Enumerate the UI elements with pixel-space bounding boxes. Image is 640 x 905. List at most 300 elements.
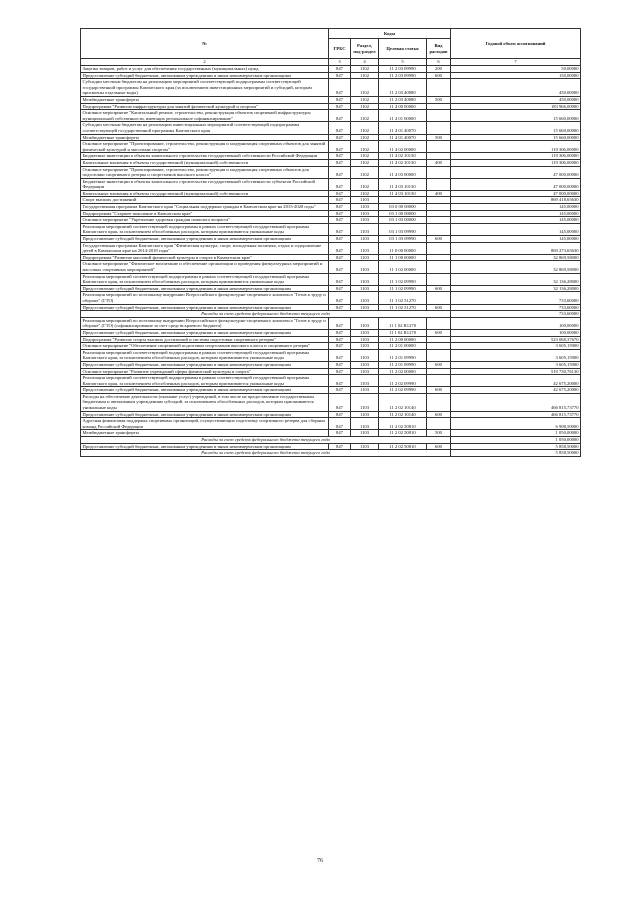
target-article-cell: 11 2 02 09990 bbox=[379, 387, 427, 394]
razdel-cell: 1102 bbox=[351, 72, 379, 79]
expense-type-cell bbox=[427, 204, 451, 211]
expense-name-cell: Предоставление субсидий бюджетным, автономным учреждениям и иным некоммерческим организациям bbox=[81, 285, 329, 292]
grbs-cell: 847 bbox=[329, 393, 351, 411]
expense-type-cell: 600 bbox=[427, 285, 451, 292]
amount-cell: 450,00000 bbox=[451, 79, 581, 97]
header-index-5: 5 bbox=[379, 59, 427, 66]
target-article-cell: 11 4 02 00000 bbox=[379, 141, 427, 153]
amount-cell: 3 605,15900 bbox=[451, 361, 581, 368]
grbs-cell: 847 bbox=[329, 343, 351, 350]
target-article-cell: 11 2 01 09990 bbox=[379, 361, 427, 368]
target-article-cell: 11 4 00 00000 bbox=[379, 103, 427, 110]
header-index-3: 3 bbox=[329, 59, 351, 66]
grbs-cell: 847 bbox=[329, 79, 351, 97]
grbs-cell: 847 bbox=[329, 96, 351, 103]
expense-name-cell: Основное мероприятие "Капитальный ремонт, строительство, реконструкция объектов спортивной инфраструктуры муниципальной собственности, имеющих региональное софинансирование" bbox=[81, 110, 329, 122]
target-article-cell: 11 2 02 09990 bbox=[379, 375, 427, 387]
expense-name-cell: Предоставление субсидий бюджетным, автономным учреждениям и иным некоммерческим организациям bbox=[81, 387, 329, 394]
grbs-cell: 847 bbox=[329, 375, 351, 387]
grbs-cell: 847 bbox=[329, 66, 351, 73]
expense-type-cell: 600 bbox=[427, 236, 451, 243]
expense-type-cell bbox=[427, 273, 451, 285]
amount-cell: 15 660,00000 bbox=[451, 134, 581, 141]
expense-type-cell: 600 bbox=[427, 361, 451, 368]
expense-name-cell: Основное мероприятие "Обеспечение спортивной подготовки спортсменов высокого класса и спортивного резерва" bbox=[81, 343, 329, 350]
expense-name-cell: Адресная финансовая поддержка спортивных организаций, осуществляющих подготовку спортивного резерва для сборных команд Российской Федерации bbox=[81, 418, 329, 430]
table-body bbox=[81, 66, 581, 457]
amount-cell: 50,00000 bbox=[451, 66, 581, 73]
grbs-cell: 847 bbox=[329, 317, 351, 329]
expense-name-cell: Государственная программа Камчатского края "Социальная поддержка граждан в Камчатском крае на 2015-2020 годы" bbox=[81, 204, 329, 211]
federal-funds-note: Расходы за счет средств федерального бюджета текущего года bbox=[81, 311, 451, 318]
target-article-cell bbox=[379, 197, 427, 204]
amount-cell: 733,60000 bbox=[451, 311, 581, 318]
target-article-cell: 11 1 02 R1270 bbox=[379, 317, 427, 329]
table-row bbox=[81, 178, 581, 190]
amount-cell: 15 660,00000 bbox=[451, 110, 581, 122]
table-row bbox=[81, 223, 581, 235]
grbs-cell: 847 bbox=[329, 103, 351, 110]
expense-name-cell: Предоставление субсидий бюджетным, автономным учреждениям и иным некоммерческим организациям bbox=[81, 329, 329, 336]
amount-cell: 466 815,73770 bbox=[451, 393, 581, 411]
amount-cell: 869 418,65630 bbox=[451, 197, 581, 204]
amount-cell: 519 730,76130 bbox=[451, 368, 581, 375]
expense-name-cell: Расходы на обеспечение деятельности (оказание услуг) учреждений, в том числе на предоставление государственным бюджетным и автономным учреждениям субсидий, за исключением обособленных расходов, которым присваиваются уникальные коды bbox=[81, 393, 329, 411]
table-row bbox=[81, 375, 581, 387]
expense-type-cell: 500 bbox=[427, 96, 451, 103]
razdel-cell: 1103 bbox=[351, 292, 379, 304]
expense-type-cell bbox=[427, 141, 451, 153]
table-row bbox=[81, 79, 581, 97]
table-row bbox=[81, 242, 581, 254]
amount-cell: 47 000,00000 bbox=[451, 178, 581, 190]
amount-cell: 1 050,00000 bbox=[451, 430, 581, 437]
grbs-cell: 847 bbox=[329, 242, 351, 254]
expense-type-cell bbox=[427, 153, 451, 160]
target-article-cell: 03 1 00 00000 bbox=[379, 210, 427, 217]
target-article-cell: 11 1 02 51270 bbox=[379, 304, 427, 311]
grbs-cell: 847 bbox=[329, 153, 351, 160]
razdel-cell: 1103 bbox=[351, 430, 379, 437]
expense-type-cell: 600 bbox=[427, 72, 451, 79]
expense-name-cell: Подпрограмма "Развитие инфраструктуры для занятий физической культурой и спортом" bbox=[81, 103, 329, 110]
table-row bbox=[81, 430, 581, 437]
expense-type-cell: 500 bbox=[427, 430, 451, 437]
amount-cell: 3 605,15900 bbox=[451, 343, 581, 350]
grbs-cell: 847 bbox=[329, 261, 351, 273]
header-codes-group: Коды bbox=[329, 29, 451, 39]
razdel-cell: 1103 bbox=[351, 387, 379, 394]
grbs-cell: 847 bbox=[329, 430, 351, 437]
amount-cell: 1 050,00000 bbox=[451, 437, 581, 444]
amount-cell: 100,00000 bbox=[451, 317, 581, 329]
expense-type-cell bbox=[427, 217, 451, 224]
razdel-cell: 1103 bbox=[351, 375, 379, 387]
header-index-6: 6 bbox=[427, 59, 451, 66]
grbs-cell: 847 bbox=[329, 134, 351, 141]
table-row bbox=[81, 349, 581, 361]
target-article-cell: 03 1 03 09990 bbox=[379, 223, 427, 235]
table-row bbox=[81, 285, 581, 292]
razdel-cell: 1102 bbox=[351, 190, 379, 197]
amount-cell: 145,00000 bbox=[451, 223, 581, 235]
expense-type-cell bbox=[427, 261, 451, 273]
razdel-cell: 1102 bbox=[351, 134, 379, 141]
razdel-cell: 1103 bbox=[351, 361, 379, 368]
razdel-cell: 1102 bbox=[351, 79, 379, 97]
expense-name-cell: Подпрограмма "Старшее поколение в Камчатском крае" bbox=[81, 210, 329, 217]
amount-cell: 145,00000 bbox=[451, 210, 581, 217]
grbs-cell: 847 bbox=[329, 110, 351, 122]
grbs-cell: 847 bbox=[329, 387, 351, 394]
expense-type-cell bbox=[427, 122, 451, 134]
amount-cell: 119 306,00000 bbox=[451, 159, 581, 166]
razdel-cell: 1102 bbox=[351, 153, 379, 160]
amount-cell: 6 908,50000 bbox=[451, 418, 581, 430]
expense-name-cell: Реализация мероприятий по поэтапному внедрению Всероссийского физкультурно-спортивного комплекса "Готов к труду и обороне" (ГТО) (софинансирование за счет средств краевого бюджета) bbox=[81, 317, 329, 329]
amount-cell: 450,00000 bbox=[451, 96, 581, 103]
grbs-cell: 847 bbox=[329, 178, 351, 190]
expense-name-cell: Межбюджетные трансферты bbox=[81, 430, 329, 437]
table-row bbox=[81, 317, 581, 329]
amount-cell: 119 306,00000 bbox=[451, 141, 581, 153]
target-article-cell: 11 4 03 10130 bbox=[379, 178, 427, 190]
expense-name-cell: Бюджетные инвестиции в объекты капитального строительства государственной собственности субъектов Российской Федерации bbox=[81, 178, 329, 190]
expense-type-cell bbox=[427, 166, 451, 178]
header-annual-volume: Годовой объем ассигнований bbox=[451, 29, 581, 59]
expense-name-cell: Реализация мероприятий соответствующей подпрограммы в рамках соответствующей государственной программы Камчатского края, за исключением обособленных расходов, которым присваиваются уникальные коды bbox=[81, 375, 329, 387]
expense-type-cell bbox=[427, 343, 451, 350]
amount-cell: 32 136,28000 bbox=[451, 273, 581, 285]
expense-name-cell: Субсидии местным бюджетам на реализацию мероприятий соответствующей подпрограммы соответствующей государственной программы Камчатского края (за исключением инвестиционных мероприятий и субсидий, которым присвоены отдельные коды) bbox=[81, 79, 329, 97]
expense-type-cell: 600 bbox=[427, 304, 451, 311]
razdel-cell: 1103 bbox=[351, 254, 379, 261]
table-row bbox=[81, 418, 581, 430]
target-article-cell: 11 4 03 10130 bbox=[379, 190, 427, 197]
grbs-cell: 847 bbox=[329, 336, 351, 343]
amount-cell: 733,60000 bbox=[451, 292, 581, 304]
expense-type-cell bbox=[427, 336, 451, 343]
razdel-cell: 1103 bbox=[351, 261, 379, 273]
razdel-cell: 1103 bbox=[351, 418, 379, 430]
grbs-cell: 847 bbox=[329, 411, 351, 418]
expense-type-cell bbox=[427, 197, 451, 204]
grbs-cell: 847 bbox=[329, 304, 351, 311]
table-row bbox=[81, 210, 581, 217]
expense-type-cell bbox=[427, 254, 451, 261]
table-row bbox=[81, 103, 581, 110]
razdel-cell: 1103 bbox=[351, 210, 379, 217]
target-article-cell: 11 2 02 10140 bbox=[379, 411, 427, 418]
header-razdel: Раздел, под-раздел bbox=[351, 39, 379, 59]
expense-type-cell bbox=[427, 292, 451, 304]
table-row bbox=[81, 236, 581, 243]
grbs-cell: 847 bbox=[329, 361, 351, 368]
amount-cell: 523 068,37670 bbox=[451, 336, 581, 343]
amount-cell: 32 136,28000 bbox=[451, 285, 581, 292]
grbs-cell: 847 bbox=[329, 329, 351, 336]
amount-cell: 183 966,00000 bbox=[451, 103, 581, 110]
table-row bbox=[81, 141, 581, 153]
grbs-cell: 847 bbox=[329, 166, 351, 178]
grbs-cell: 847 bbox=[329, 204, 351, 211]
expense-type-cell: 600 bbox=[427, 329, 451, 336]
table-row bbox=[81, 368, 581, 375]
razdel-cell: 1103 bbox=[351, 368, 379, 375]
table-row bbox=[81, 96, 581, 103]
target-article-cell: 11 2 03 40080 bbox=[379, 96, 427, 103]
expense-name-cell: Капитальные вложения в объекты государственной (муниципальной) собственности bbox=[81, 190, 329, 197]
razdel-cell: 1103 bbox=[351, 336, 379, 343]
expense-type-cell bbox=[427, 210, 451, 217]
table-row bbox=[81, 273, 581, 285]
razdel-cell: 1103 bbox=[351, 343, 379, 350]
expense-name-cell: Подпрограмма "Развитие массовой физической культуры и спорта в Камчатском крае" bbox=[81, 254, 329, 261]
target-article-cell: 11 1 02 09990 bbox=[379, 273, 427, 285]
razdel-cell: 1102 bbox=[351, 110, 379, 122]
amount-cell: 150,00000 bbox=[451, 72, 581, 79]
razdel-cell: 1103 bbox=[351, 242, 379, 254]
amount-cell: 145,00000 bbox=[451, 236, 581, 243]
amount-cell: 5 858,50000 bbox=[451, 450, 581, 457]
amount-cell: 119 306,00000 bbox=[451, 153, 581, 160]
razdel-cell: 1102 bbox=[351, 159, 379, 166]
document-page bbox=[80, 28, 580, 457]
razdel-cell: 1102 bbox=[351, 103, 379, 110]
razdel-cell: 1103 bbox=[351, 236, 379, 243]
grbs-cell: 847 bbox=[329, 236, 351, 243]
expense-type-cell: 600 bbox=[427, 411, 451, 418]
razdel-cell: 1103 bbox=[351, 204, 379, 211]
header-index-7: 7 bbox=[451, 59, 581, 66]
expense-name-cell: Основное мероприятие "Укрепление здоровья граждан пожилого возраста" bbox=[81, 217, 329, 224]
expense-name-cell: Реализация мероприятий соответствующей подпрограммы в рамках соответствующей государственной программы Камчатского края, за исключением обособленных расходов, которым присваиваются уникальные коды bbox=[81, 273, 329, 285]
amount-cell: 3 605,15900 bbox=[451, 349, 581, 361]
amount-cell: 5 858,50000 bbox=[451, 443, 581, 450]
target-article-cell: 03 0 00 00000 bbox=[379, 204, 427, 211]
target-article-cell: 11 1 02 51270 bbox=[379, 292, 427, 304]
expense-type-cell: 500 bbox=[427, 134, 451, 141]
expense-name-cell: Предоставление субсидий бюджетным, автономным учреждениям и иным некоммерческим организациям bbox=[81, 236, 329, 243]
target-article-cell: 11 1 02 R1270 bbox=[379, 329, 427, 336]
table-row bbox=[81, 329, 581, 336]
grbs-cell: 847 bbox=[329, 285, 351, 292]
razdel-cell: 1103 bbox=[351, 411, 379, 418]
federal-funds-note-row bbox=[81, 450, 581, 457]
target-article-cell: 11 1 02 00000 bbox=[379, 261, 427, 273]
table-row bbox=[81, 343, 581, 350]
razdel-cell: 1103 bbox=[351, 349, 379, 361]
budget-table bbox=[80, 28, 581, 457]
target-article-cell: 11 4 01 40070 bbox=[379, 122, 427, 134]
grbs-cell: 847 bbox=[329, 122, 351, 134]
grbs-cell: 847 bbox=[329, 418, 351, 430]
target-article-cell: 11 4 01 40070 bbox=[379, 134, 427, 141]
target-article-cell: 11 2 00 00000 bbox=[379, 336, 427, 343]
expense-type-cell bbox=[427, 79, 451, 97]
table-row bbox=[81, 254, 581, 261]
razdel-cell: 1103 bbox=[351, 317, 379, 329]
table-row bbox=[81, 110, 581, 122]
razdel-cell: 1102 bbox=[351, 141, 379, 153]
amount-cell: 32 869,58000 bbox=[451, 254, 581, 261]
target-article-cell: 11 1 00 00000 bbox=[379, 254, 427, 261]
header-index-4: 4 bbox=[351, 59, 379, 66]
grbs-cell: 847 bbox=[329, 197, 351, 204]
target-article-cell: 11 2 02 10140 bbox=[379, 393, 427, 411]
target-article-cell: 11 2 01 09990 bbox=[379, 349, 427, 361]
target-article-cell: 11 2 02 50810 bbox=[379, 443, 427, 450]
expense-name-cell: Предоставление субсидий бюджетным, автономным учреждениям и иным некоммерческим организациям bbox=[81, 72, 329, 79]
target-article-cell: 11 2 02 50810 bbox=[379, 418, 427, 430]
grbs-cell: 847 bbox=[329, 368, 351, 375]
table-row bbox=[81, 261, 581, 273]
razdel-cell: 1102 bbox=[351, 96, 379, 103]
header-index-1: 2 bbox=[81, 59, 329, 66]
expense-name-cell: Межбюджетные трансферты bbox=[81, 134, 329, 141]
grbs-cell: 847 bbox=[329, 141, 351, 153]
table-row bbox=[81, 217, 581, 224]
target-article-cell: 03 1 03 00000 bbox=[379, 217, 427, 224]
razdel-cell: 1103 bbox=[351, 285, 379, 292]
razdel-cell: 1103 bbox=[351, 393, 379, 411]
grbs-cell: 847 bbox=[329, 273, 351, 285]
table-row bbox=[81, 122, 581, 134]
table-row bbox=[81, 292, 581, 304]
target-article-cell: 11 2 02 50810 bbox=[379, 430, 427, 437]
table-row bbox=[81, 361, 581, 368]
table-row bbox=[81, 411, 581, 418]
expense-name-cell: Реализация мероприятий соответствующей подпрограммы в рамках соответствующей государственной программы Камчатского края, за исключением обособленных расходов, которым присваиваются уникальные коды bbox=[81, 349, 329, 361]
amount-cell: 100,00000 bbox=[451, 329, 581, 336]
expense-type-cell bbox=[427, 223, 451, 235]
expense-name-cell: Подпрограмма "Развитие спорта высших достижений и системы подготовки спортивного резерва" bbox=[81, 336, 329, 343]
razdel-cell: 1103 bbox=[351, 217, 379, 224]
expense-name-cell: Спорт высших достижений bbox=[81, 197, 329, 204]
amount-cell: 733,60000 bbox=[451, 304, 581, 311]
expense-name-cell: Бюджетные инвестиции в объекты капитального строительства государственной собственности Российской Федерации bbox=[81, 153, 329, 160]
amount-cell: 32 869,58000 bbox=[451, 261, 581, 273]
grbs-cell: 847 bbox=[329, 349, 351, 361]
amount-cell: 42 675,20000 bbox=[451, 375, 581, 387]
expense-name-cell: Предоставление субсидий бюджетным, автономным учреждениям и иным некоммерческим организациям bbox=[81, 304, 329, 311]
page-number: 76 bbox=[317, 858, 323, 864]
amount-cell: 15 660,00000 bbox=[451, 122, 581, 134]
expense-type-cell: 400 bbox=[427, 190, 451, 197]
expense-type-cell bbox=[427, 375, 451, 387]
header-target: Целевая статья bbox=[379, 39, 427, 59]
federal-funds-note: Расходы за счет средств федерального бюджета текущего года bbox=[81, 450, 451, 457]
razdel-cell: 1103 bbox=[351, 223, 379, 235]
expense-name-cell: Межбюджетные трансферты bbox=[81, 96, 329, 103]
table-row bbox=[81, 190, 581, 197]
target-article-cell: 11 4 02 10130 bbox=[379, 153, 427, 160]
grbs-cell: 847 bbox=[329, 217, 351, 224]
header-number: № bbox=[81, 29, 329, 59]
target-article-cell: 11 4 03 00000 bbox=[379, 166, 427, 178]
amount-cell: 145,00000 bbox=[451, 217, 581, 224]
expense-name-cell: Предоставление субсидий бюджетным, автономным учреждениям и иным некоммерческим организациям bbox=[81, 361, 329, 368]
grbs-cell: 847 bbox=[329, 292, 351, 304]
expense-type-cell bbox=[427, 418, 451, 430]
grbs-cell: 847 bbox=[329, 72, 351, 79]
razdel-cell: 1103 bbox=[351, 197, 379, 204]
razdel-cell: 1103 bbox=[351, 443, 379, 450]
table-row bbox=[81, 153, 581, 160]
table-header bbox=[81, 29, 581, 66]
razdel-cell: 1102 bbox=[351, 166, 379, 178]
table-row bbox=[81, 72, 581, 79]
target-article-cell: 11 2 03 09990 bbox=[379, 72, 427, 79]
target-article-cell: 11 2 01 00000 bbox=[379, 343, 427, 350]
target-article-cell: 11 2 02 00000 bbox=[379, 368, 427, 375]
expense-name-cell: Предоставление субсидий бюджетным, автономным учреждениям и иным некоммерческим организациям bbox=[81, 411, 329, 418]
table-row bbox=[81, 159, 581, 166]
expense-name-cell: Предоставление субсидий бюджетным, автономным учреждениям и иным некоммерческим организациям bbox=[81, 443, 329, 450]
table-row bbox=[81, 304, 581, 311]
target-article-cell: 11 2 03 40080 bbox=[379, 79, 427, 97]
razdel-cell: 1103 bbox=[351, 304, 379, 311]
target-article-cell: 11 4 01 00000 bbox=[379, 110, 427, 122]
table-row bbox=[81, 166, 581, 178]
expense-name-cell: Государственная программа Камчатского края "Физическая культура, спорт, молодежная политика, отдых и оздоровление детей в Камчатском крае на 2014-2018 годы" bbox=[81, 242, 329, 254]
federal-funds-note: Расходы за счет средств федерального бюджета текущего года bbox=[81, 437, 451, 444]
expense-type-cell bbox=[427, 242, 451, 254]
target-article-cell: 11 2 03 09990 bbox=[379, 66, 427, 73]
expense-name-cell: Реализация мероприятий соответствующей подпрограммы в рамках соответствующей государственной программы Камчатского края, за исключением обособленных расходов, которым присваиваются уникальные коды bbox=[81, 223, 329, 235]
expense-name-cell: Закупка товаров, работ и услуг для обеспечения государственных (муниципальных) нужд bbox=[81, 66, 329, 73]
amount-cell: 47 000,00000 bbox=[451, 190, 581, 197]
target-article-cell: 11 4 02 10130 bbox=[379, 159, 427, 166]
table-row bbox=[81, 336, 581, 343]
table-row bbox=[81, 66, 581, 73]
razdel-cell: 1102 bbox=[351, 66, 379, 73]
expense-type-cell bbox=[427, 110, 451, 122]
target-article-cell: 11 0 00 00000 bbox=[379, 242, 427, 254]
amount-cell: 47 000,00000 bbox=[451, 166, 581, 178]
header-grbs: ГРБС bbox=[329, 39, 351, 59]
expense-name-cell: Основное мероприятие "Проектирование, строительство, реконструкция и модернизация спортивных объектов для подготовки спортивного резерва и спортсменов высокого класса" bbox=[81, 166, 329, 178]
grbs-cell: 847 bbox=[329, 159, 351, 166]
razdel-cell: 1103 bbox=[351, 273, 379, 285]
target-article-cell: 03 1 03 09990 bbox=[379, 236, 427, 243]
expense-name-cell: Капитальные вложения в объекты государственной (муниципальной) собственности bbox=[81, 159, 329, 166]
amount-cell: 869 273,65630 bbox=[451, 242, 581, 254]
header-vid: Вид расходов bbox=[427, 39, 451, 59]
federal-funds-note-row bbox=[81, 437, 581, 444]
grbs-cell: 847 bbox=[329, 190, 351, 197]
federal-funds-note-row bbox=[81, 311, 581, 318]
target-article-cell: 11 1 02 09990 bbox=[379, 285, 427, 292]
expense-name-cell: Реализация мероприятий по поэтапному внедрению Всероссийского физкультурно-спортивного комплекса "Готов к труду и обороне" (ГТО) bbox=[81, 292, 329, 304]
razdel-cell: 1102 bbox=[351, 178, 379, 190]
expense-type-cell: 600 bbox=[427, 443, 451, 450]
grbs-cell: 847 bbox=[329, 443, 351, 450]
expense-name-cell: Основное мероприятие "Физическое воспитание и обеспечение организации и проведения физкультурных мероприятий и массовых спортивных мероприятий" bbox=[81, 261, 329, 273]
amount-cell: 42 675,20000 bbox=[451, 387, 581, 394]
razdel-cell: 1103 bbox=[351, 329, 379, 336]
expense-type-cell bbox=[427, 393, 451, 411]
amount-cell: 466 815,73770 bbox=[451, 411, 581, 418]
grbs-cell: 847 bbox=[329, 210, 351, 217]
expense-name-cell: Основное мероприятие "Проектирование, строительство, реконструкция и модернизация спортивных объектов для занятий физической культурой и массовым спортом" bbox=[81, 141, 329, 153]
expense-name-cell: Основное мероприятие "Развитие учреждений сферы физической культуры и спорта" bbox=[81, 368, 329, 375]
amount-cell: 145,00000 bbox=[451, 204, 581, 211]
table-row bbox=[81, 393, 581, 411]
expense-name-cell: Субсидии местным бюджетам на реализацию инвестиционных мероприятий соответствующей подпрограммы соответствующей государственной программы Камчатского края bbox=[81, 122, 329, 134]
expense-type-cell bbox=[427, 317, 451, 329]
table-row bbox=[81, 204, 581, 211]
